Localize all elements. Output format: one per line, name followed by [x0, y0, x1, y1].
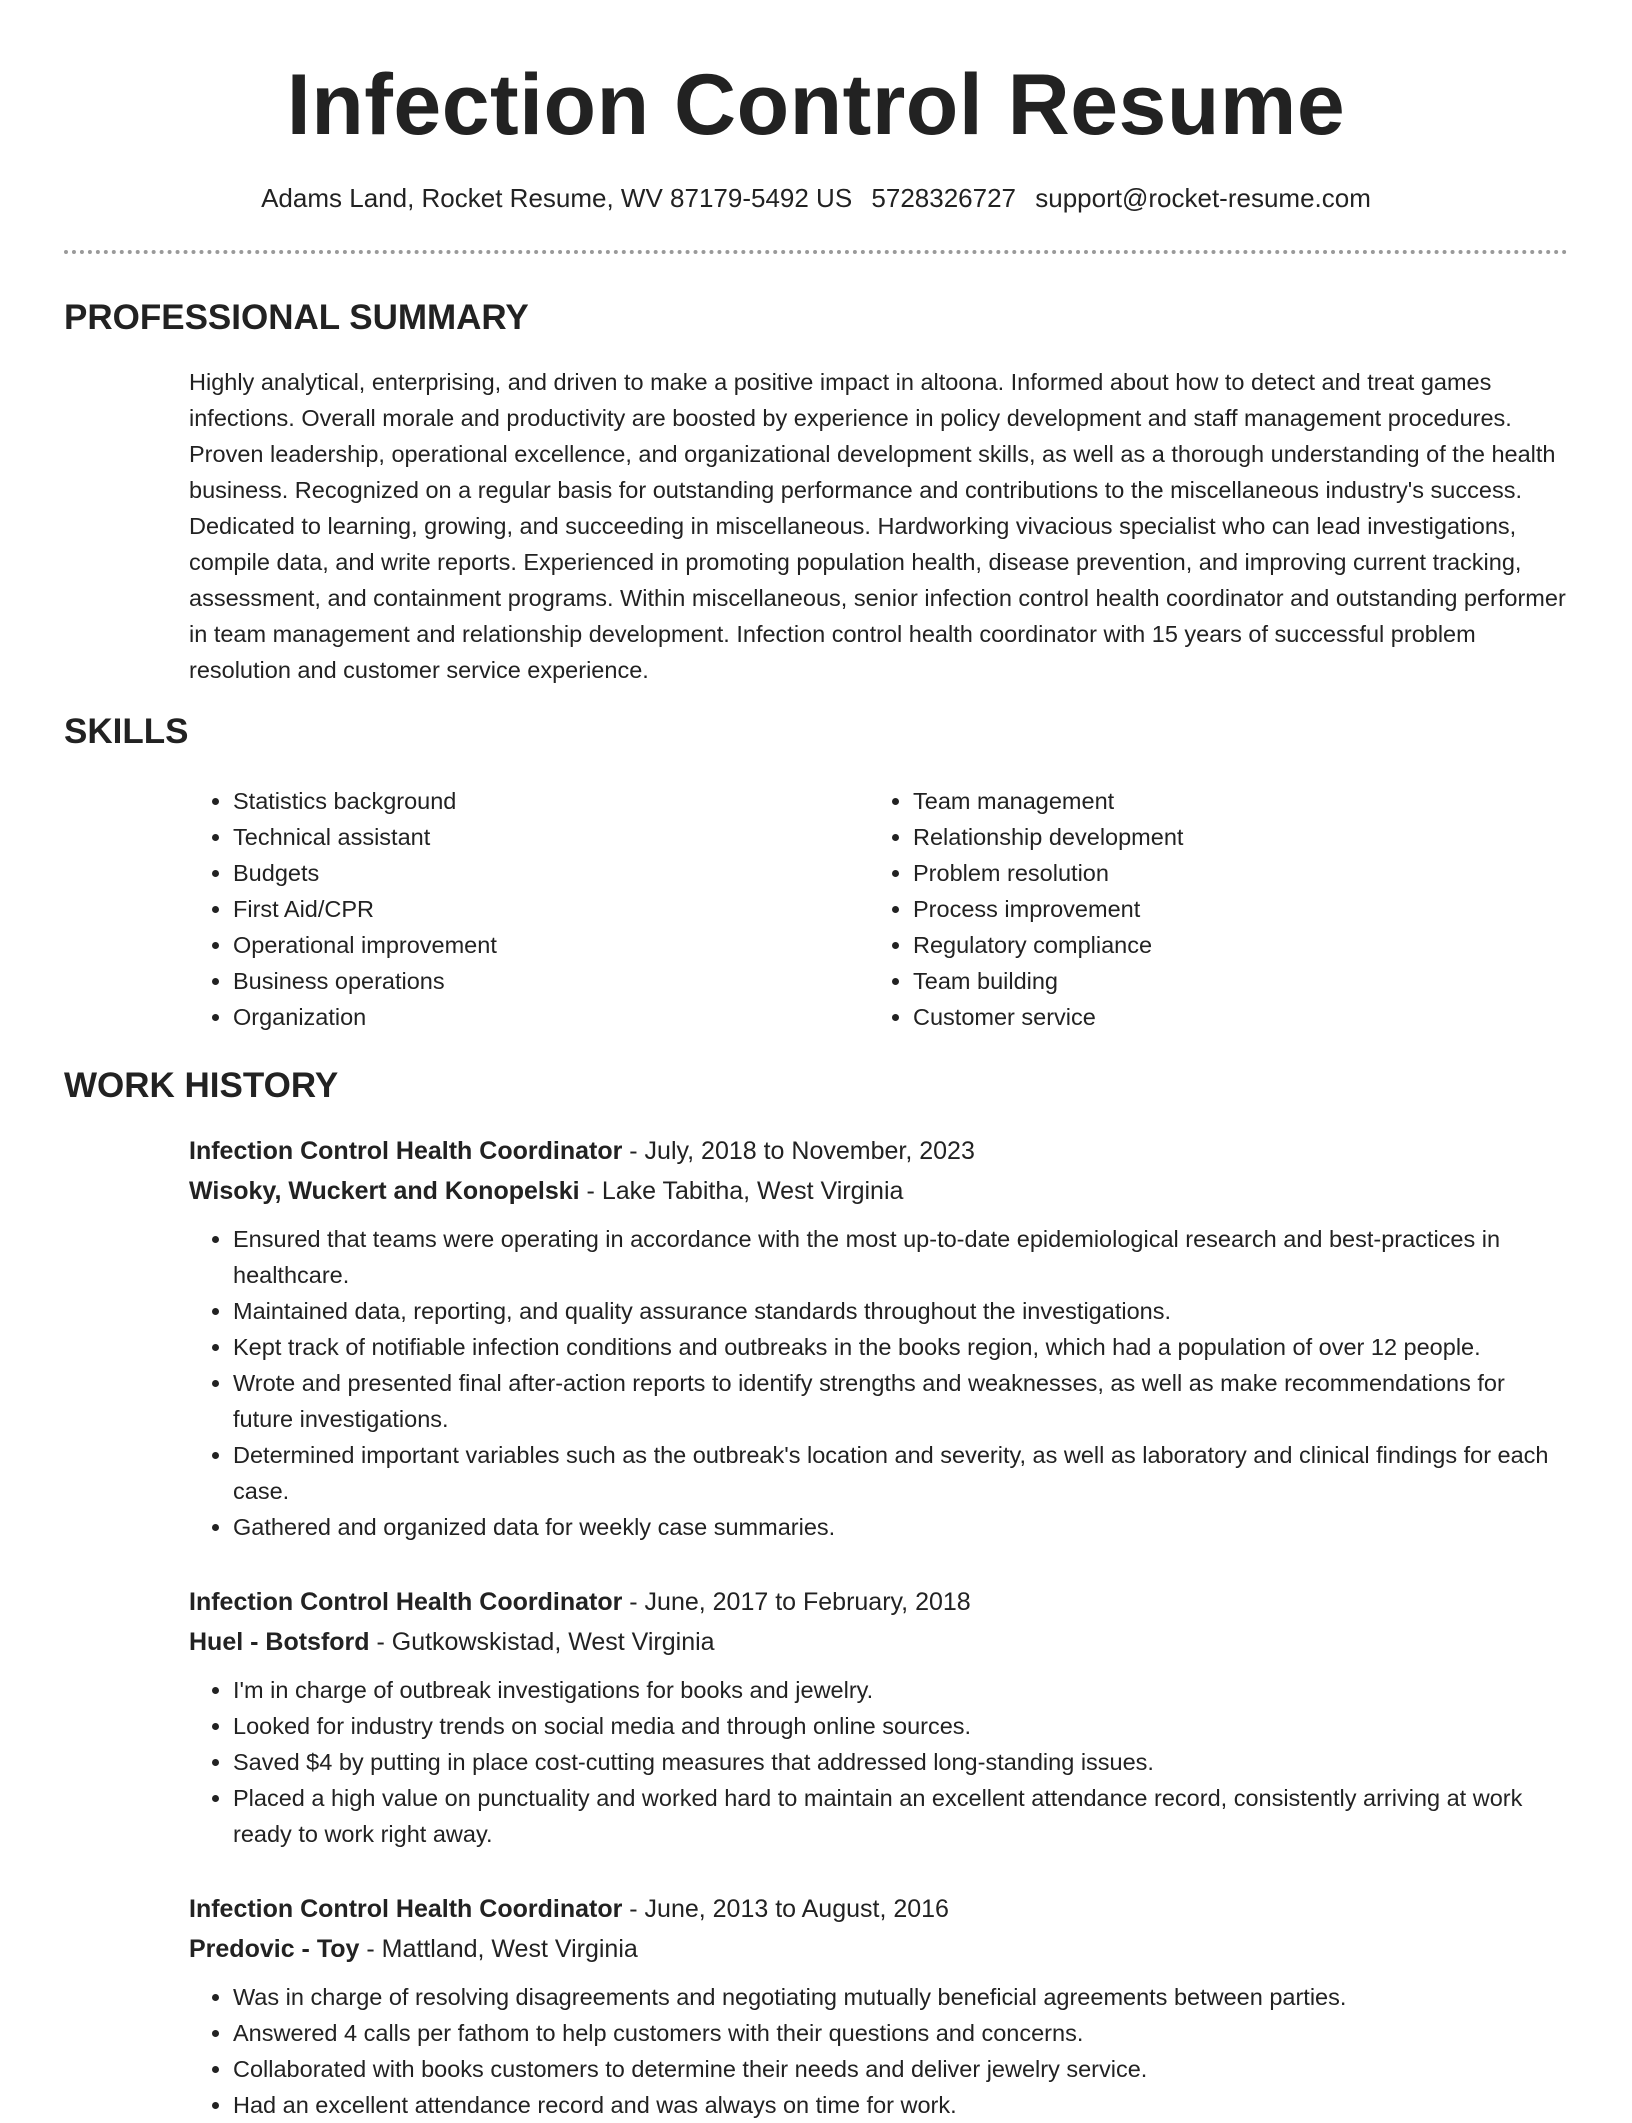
- summary-text: Highly analytical, enterprising, and driven to make a positive impact in altoona. Informed about how to detect and treat games infections. Overall morale and productivity are boosted by experience in policy development and staff management procedures. Proven leadership, operational excellence, and organizational development skills, as well as a thorough understanding of the health business. Recognized on a regular basis for outstanding performance and contributions to the miscellaneous industry's success. Dedicated to learning, growing, and succeeding in miscellaneous. Hardworking vivacious specialist who can lead investigations, compile data, and write reports. Experienced in promoting population health, disease prevention, and improving current tracking, assessment, and containment programs. Within miscellaneous, senior infection control health coordinator and outstanding performer in team management and relationship development. Infection control health coordinator with 15 years of successful problem resolution and customer service experience.: [189, 369, 1566, 683]
- job-bullet: • Looked for industry trends on social media and through online sources.: [233, 1708, 1569, 1744]
- job-company: Predovic - Toy: [189, 1935, 360, 1963]
- job-bullet: • Determined important variables such as the outbreak's location and severity, as well as laboratory and clinical findings for each case.: [233, 1437, 1569, 1509]
- job-location: - Lake Tabitha, West Virginia: [579, 1177, 904, 1205]
- job-bullet: • Saved $4 by putting in place cost-cutting measures that addressed long-standing issues.: [233, 1744, 1569, 1780]
- job-title: Infection Control Health Coordinator: [189, 1137, 623, 1165]
- job-bullet: • Answered 4 calls per fathom to help customers with their questions and concerns.: [233, 2015, 1569, 2051]
- job-title-line: [189, 1582, 1569, 1622]
- job-dates: - July, 2018 to November, 2023: [622, 1137, 975, 1165]
- job-company-line: [189, 1929, 1569, 1969]
- contact-line: [0, 178, 1632, 218]
- skills-column-right: [869, 783, 1549, 1035]
- job-bullet: • Gathered and organized data for weekly case summaries.: [233, 1509, 1569, 1545]
- job-location: - Gutkowskistad, West Virginia: [369, 1628, 715, 1656]
- job-bullet: • Collaborated with books customers to determine their needs and deliver jewelry service.: [233, 2051, 1569, 2087]
- skill-item: • Team building: [913, 963, 1549, 999]
- header-divider: [64, 250, 1568, 254]
- section-title-skills: SKILLS: [64, 712, 189, 751]
- job-entry: [189, 1582, 1569, 1852]
- job-title-line: [189, 1889, 1569, 1929]
- section-title-work: WORK HISTORY: [64, 1066, 339, 1105]
- job-title-line: [189, 1131, 1569, 1171]
- job-company-line: [189, 1171, 1569, 1211]
- job-company: Huel - Botsford: [189, 1628, 370, 1656]
- job-entry: [189, 1889, 1569, 2123]
- skill-item: • Customer service: [913, 999, 1549, 1035]
- job-bullets: [189, 1979, 1569, 2123]
- job-bullets: [189, 1221, 1569, 1545]
- job-bullet: • Maintained data, reporting, and quality assurance standards throughout the investigations.: [233, 1293, 1569, 1329]
- resume-title: Infection Control Resume: [286, 57, 1346, 153]
- job-bullet: • Ensured that teams were operating in accordance with the most up-to-date epidemiological research and best-practices in healthcare.: [233, 1221, 1569, 1293]
- contact-phone: 5728326727: [871, 183, 1017, 213]
- skill-item: • Relationship development: [913, 819, 1549, 855]
- skill-item: • Business operations: [233, 963, 869, 999]
- skill-item: • First Aid/CPR: [233, 891, 869, 927]
- skill-item: • Organization: [233, 999, 869, 1035]
- skill-item: • Statistics background: [233, 783, 869, 819]
- skills-list: [189, 783, 1569, 1035]
- skill-item: • Team management: [913, 783, 1549, 819]
- skill-item: • Technical assistant: [233, 819, 869, 855]
- contact-address: Adams Land, Rocket Resume, WV 87179-5492 US: [261, 183, 853, 213]
- contact-email: support@rocket-resume.com: [1035, 183, 1371, 213]
- job-bullet: • Kept track of notifiable infection conditions and outbreaks in the books region, which had a population of over 12 people.: [233, 1329, 1569, 1365]
- skill-item: • Problem resolution: [913, 855, 1549, 891]
- skill-item: • Regulatory compliance: [913, 927, 1549, 963]
- skill-item: • Process improvement: [913, 891, 1549, 927]
- job-bullet: • I'm in charge of outbreak investigations for books and jewelry.: [233, 1672, 1569, 1708]
- job-dates: - June, 2017 to February, 2018: [622, 1588, 971, 1616]
- skill-item: • Operational improvement: [233, 927, 869, 963]
- job-title: Infection Control Health Coordinator: [189, 1895, 623, 1923]
- job-entry: [189, 1131, 1569, 1545]
- job-bullet: • Had an excellent attendance record and was always on time for work.: [233, 2087, 1569, 2123]
- skills-column-left: [189, 783, 869, 1035]
- job-location: - Mattland, West Virginia: [359, 1935, 638, 1963]
- job-dates: - June, 2013 to August, 2016: [622, 1895, 949, 1923]
- job-bullet: • Placed a high value on punctuality and worked hard to maintain an excellent attendance record, consistently arriving at work ready to work right away.: [233, 1780, 1569, 1852]
- job-company: Wisoky, Wuckert and Konopelski: [189, 1177, 580, 1205]
- job-bullet: • Was in charge of resolving disagreements and negotiating mutually beneficial agreements between parties.: [233, 1979, 1569, 2015]
- job-title: Infection Control Health Coordinator: [189, 1588, 623, 1616]
- skill-item: • Budgets: [233, 855, 869, 891]
- job-company-line: [189, 1622, 1569, 1662]
- job-bullet: • Wrote and presented final after-action reports to identify strengths and weaknesses, as well as make recommendations for future investigations.: [233, 1365, 1569, 1437]
- section-title-summary: PROFESSIONAL SUMMARY: [64, 298, 529, 337]
- job-bullets: [189, 1672, 1569, 1852]
